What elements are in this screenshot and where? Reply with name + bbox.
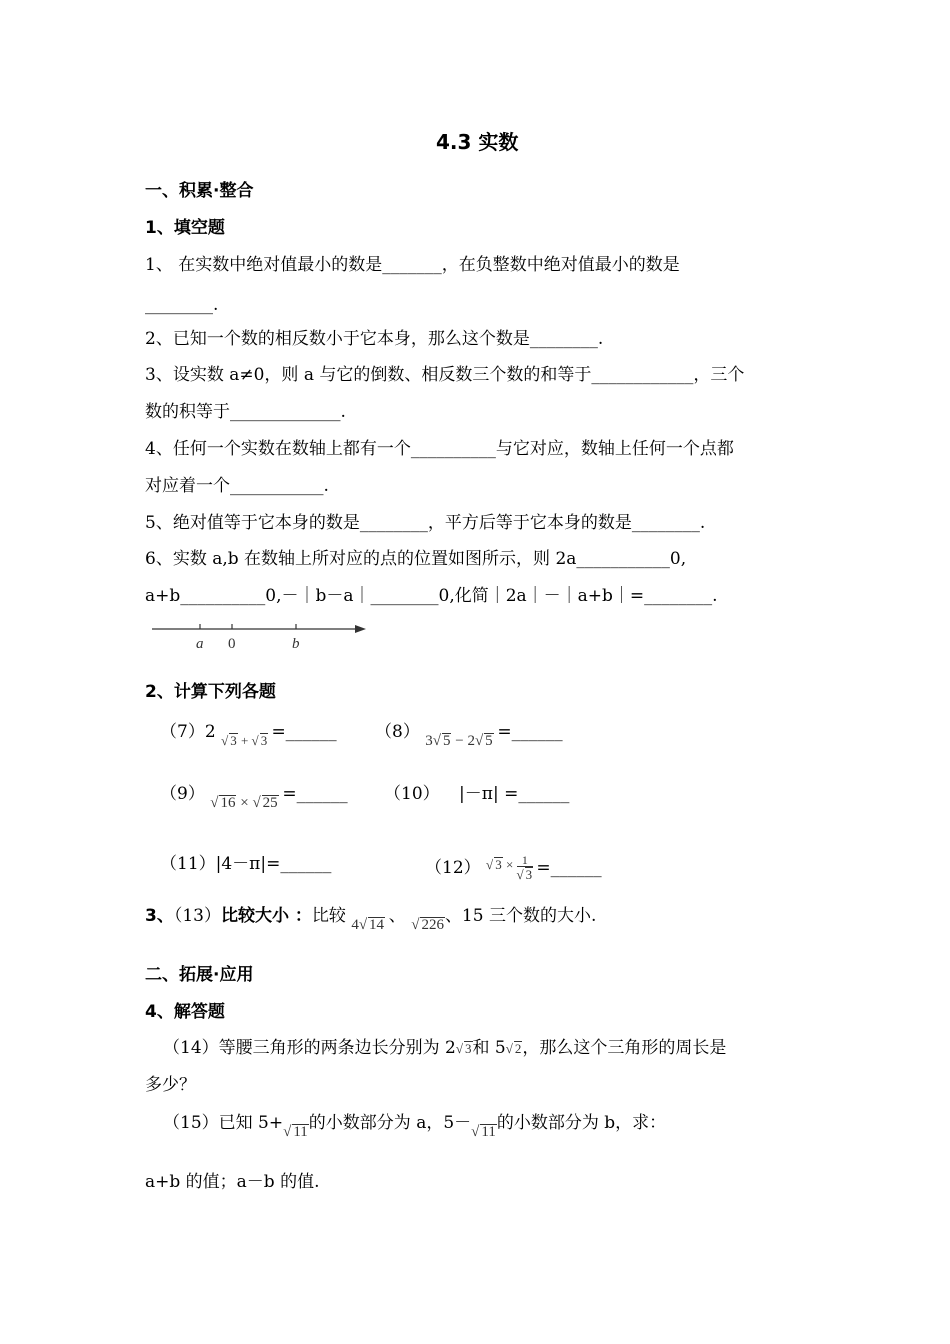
question-9-expr: √ 16 × √ 25 — [210, 795, 278, 811]
number-line-figure — [148, 618, 373, 654]
coef: 3 — [425, 733, 433, 749]
question-3-line-1: 3、设实数 a≠0，则 a 与它的倒数、相反数三个数的和等于____________，三个 — [145, 365, 745, 385]
question-9-number: （9） — [160, 784, 205, 804]
radicand: 3 — [260, 733, 268, 748]
question-8 — [375, 722, 563, 749]
question-1-line-2: ________. — [145, 295, 219, 315]
question-11 — [160, 856, 331, 873]
question-13-expr-2: √ 226 — [411, 917, 444, 933]
question-13-tail: 、15 三个数的大小. — [444, 906, 597, 926]
question-4-line-2: 对应着一个___________. — [145, 476, 329, 496]
label-a: a — [196, 636, 204, 652]
part-heading-2: 2、计算下列各题 — [145, 682, 276, 702]
section-heading-2: 二、拓展·应用 — [145, 965, 254, 985]
numerator: 1 — [517, 854, 534, 867]
question-2: 2、已知一个数的相反数小于它本身，那么这个数是________. — [145, 329, 604, 349]
radicand: 25 — [262, 795, 278, 811]
page-title: 4.3 实数 — [436, 130, 519, 154]
question-4-line-1: 4、任何一个实数在数轴上都有一个__________与它对应，数轴上任何一个点都 — [145, 439, 734, 459]
radicand: 5 — [485, 733, 493, 749]
times-sign: × — [505, 856, 514, 872]
question-10-expr: |－π| =______ — [459, 784, 570, 804]
question-7 — [160, 722, 337, 748]
question-15-text-a: （15）已知 5+ — [163, 1113, 284, 1133]
question-14-line-2: 多少？ — [145, 1075, 196, 1095]
question-12-number: （12） — [425, 857, 481, 878]
radicand: 11 — [293, 1124, 308, 1140]
question-15-text-b: 的小数部分为 a，5－ — [308, 1113, 472, 1133]
coef: 4 — [351, 917, 359, 933]
question-12 — [425, 853, 602, 884]
label-zero: 0 — [228, 636, 236, 652]
question-15-text-c: 的小数部分为 b，求： — [496, 1113, 667, 1133]
compare-lead: 比较 — [311, 906, 346, 926]
question-6-line-2: a+b__________0,－｜b－a｜________0,化简｜2a｜－｜a+b｜=________. — [145, 586, 718, 606]
question-15-line-2: a+b 的值；a－b 的值. — [145, 1172, 320, 1192]
question-7-answer: =______ — [271, 722, 337, 742]
question-6-line-1: 6、实数 a,b 在数轴上所对应的点的位置如图所示，则 2a___________0, — [145, 549, 687, 569]
question-7-coef: 2 — [204, 722, 216, 742]
radicand: 3 — [230, 733, 237, 748]
question-14-text-a: （14）等腰三角形的两条边长分别为 2 — [163, 1038, 456, 1058]
minus-sign: − — [455, 733, 464, 749]
radicand: 3 — [495, 856, 502, 872]
question-1-line-1: 1、 在实数中绝对值最小的数是_______，在负整数中绝对值最小的数是 — [145, 255, 680, 275]
question-9 — [160, 784, 348, 811]
part-heading-3: 3、 — [145, 906, 174, 926]
question-9-answer: =______ — [282, 784, 348, 804]
plus-sign: + — [240, 733, 249, 748]
question-15-line-1: （15）已知 5+√ 11的小数部分为 a，5－√ 11的小数部分为 b，求： — [163, 1113, 667, 1140]
question-5: 5、绝对值等于它本身的数是________，平方后等于它本身的数是________. — [145, 513, 706, 533]
question-13-expr: 4√ 14 — [351, 917, 385, 933]
coef: 2 — [467, 733, 475, 749]
question-8-answer: =______ — [497, 722, 563, 742]
question-7-expr: √ 3 + √ 3 — [221, 733, 268, 748]
part-heading-1: 1、填空题 — [145, 218, 225, 238]
radicand: 5 — [442, 733, 451, 749]
radicand: 3 — [465, 1041, 472, 1056]
question-14-text-b: 和 5 — [472, 1038, 506, 1058]
question-11-number: （11） — [160, 854, 216, 874]
question-12-expr: √ 3 × 1 √ 3 — [486, 853, 533, 882]
question-8-number: （8） — [375, 722, 420, 742]
number-line-arrow — [355, 625, 366, 633]
compare-label: 比较大小 ： — [220, 906, 312, 926]
question-8-expr: 3√ 5 − 2√ 5 — [425, 733, 493, 749]
question-10 — [384, 786, 569, 803]
question-12-answer: =______ — [536, 857, 602, 878]
question-14-text-c: ，那么这个三角形的周长是 — [522, 1038, 727, 1058]
question-13-number: （13） — [173, 906, 221, 926]
radicand: 14 — [369, 917, 385, 933]
question-3-line-2: 数的积等于_____________. — [145, 402, 346, 422]
times-sign: × — [240, 795, 249, 811]
radicand: 16 — [220, 795, 236, 811]
separator: 、 — [388, 906, 406, 926]
question-13 — [145, 906, 597, 933]
section-heading-1: 一、积累·整合 — [145, 181, 254, 201]
question-14-line-1: （14）等腰三角形的两条边长分别为 2√ 3和 5√ 2，那么这个三角形的周长是 — [163, 1038, 727, 1058]
question-10-number: （10） — [384, 784, 440, 804]
radicand: 3 — [525, 867, 533, 882]
radicand: 11 — [481, 1124, 496, 1140]
label-b: b — [292, 636, 300, 652]
part-heading-4: 4、解答题 — [145, 1002, 225, 1022]
question-11-expr: |4－π|=______ — [215, 854, 332, 874]
radicand: 226 — [421, 917, 444, 933]
radicand: 2 — [514, 1041, 522, 1056]
question-7-number: （7） — [160, 722, 205, 742]
fraction: $\frac{1}{√ 3}$ — [516, 853, 533, 882]
